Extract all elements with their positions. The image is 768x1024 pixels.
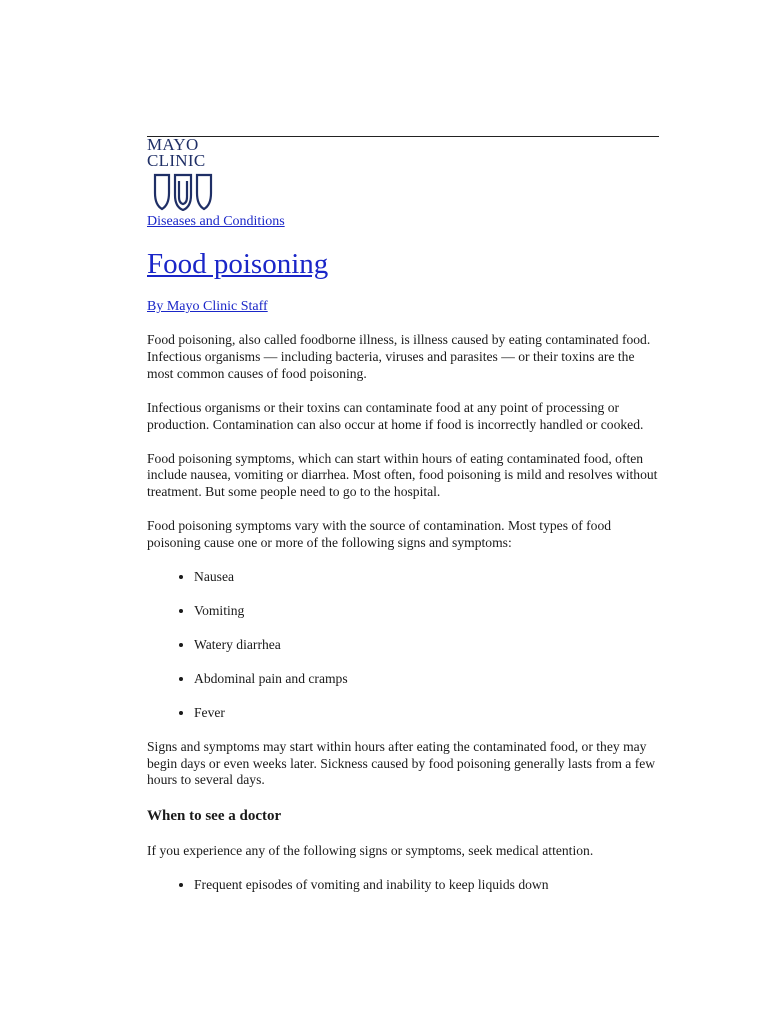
doctor-list	[147, 877, 659, 894]
paragraph-after-symptoms: Signs and symptoms may start within hours after eating the contaminated food, or they may begin days or even weeks later. Sickness caused by food poisoning generally lasts from a few hours to several days.	[147, 738, 656, 788]
logo-line-1: MAYO	[147, 135, 199, 154]
article-body	[147, 332, 659, 911]
doctor-intro: If you experience any of the following signs or symptoms, seek medical attention.	[147, 843, 594, 859]
paragraph-3: Food poisoning symptoms, which can start within hours of eating contaminated food, often include nausea, vomiting or diarrhea. Most often, food poisoning is mild and resolves without treatment. But some people need to go to the hospital.	[147, 450, 658, 500]
title-link[interactable]: Food poisoning	[147, 248, 329, 280]
list-item: • Frequent episodes of vomiting and inability to keep liquids down	[194, 877, 659, 894]
page-title[interactable]	[147, 246, 328, 282]
list-item: • Watery diarrhea	[194, 637, 659, 654]
breadcrumb-diseases-and-conditions[interactable]: Diseases and Conditions	[147, 214, 285, 229]
list-item: • Nausea	[194, 569, 659, 586]
logo-line-2: CLINIC	[147, 151, 206, 170]
paragraph-2: Infectious organisms or their toxins can contaminate food at any point of processing or production. Contamination can also occur at home if food is incorrectly handled or cooked.	[147, 399, 644, 432]
paragraph-4: Food poisoning symptoms vary with the source of contamination. Most types of food poisoning cause one or more of the following signs and symptoms:	[147, 518, 612, 551]
list-item: • Vomiting	[194, 603, 659, 620]
list-item: • Abdominal pain and cramps	[194, 671, 659, 688]
paragraph-1: Food poisoning, also called foodborne illness, is illness caused by eating contaminated food. Infectious organisms — including bacteria, viruses and parasites — or their toxins are the most common causes of food poisoning.	[147, 332, 651, 381]
mayo-shield-icon	[153, 173, 213, 211]
symptom-list	[147, 569, 659, 722]
mayo-clinic-logo[interactable]	[147, 137, 227, 215]
list-item: • Fever	[194, 705, 659, 722]
byline-link[interactable]: By Mayo Clinic Staff	[147, 299, 268, 314]
doctor-heading: When to see a doctor	[147, 808, 282, 825]
